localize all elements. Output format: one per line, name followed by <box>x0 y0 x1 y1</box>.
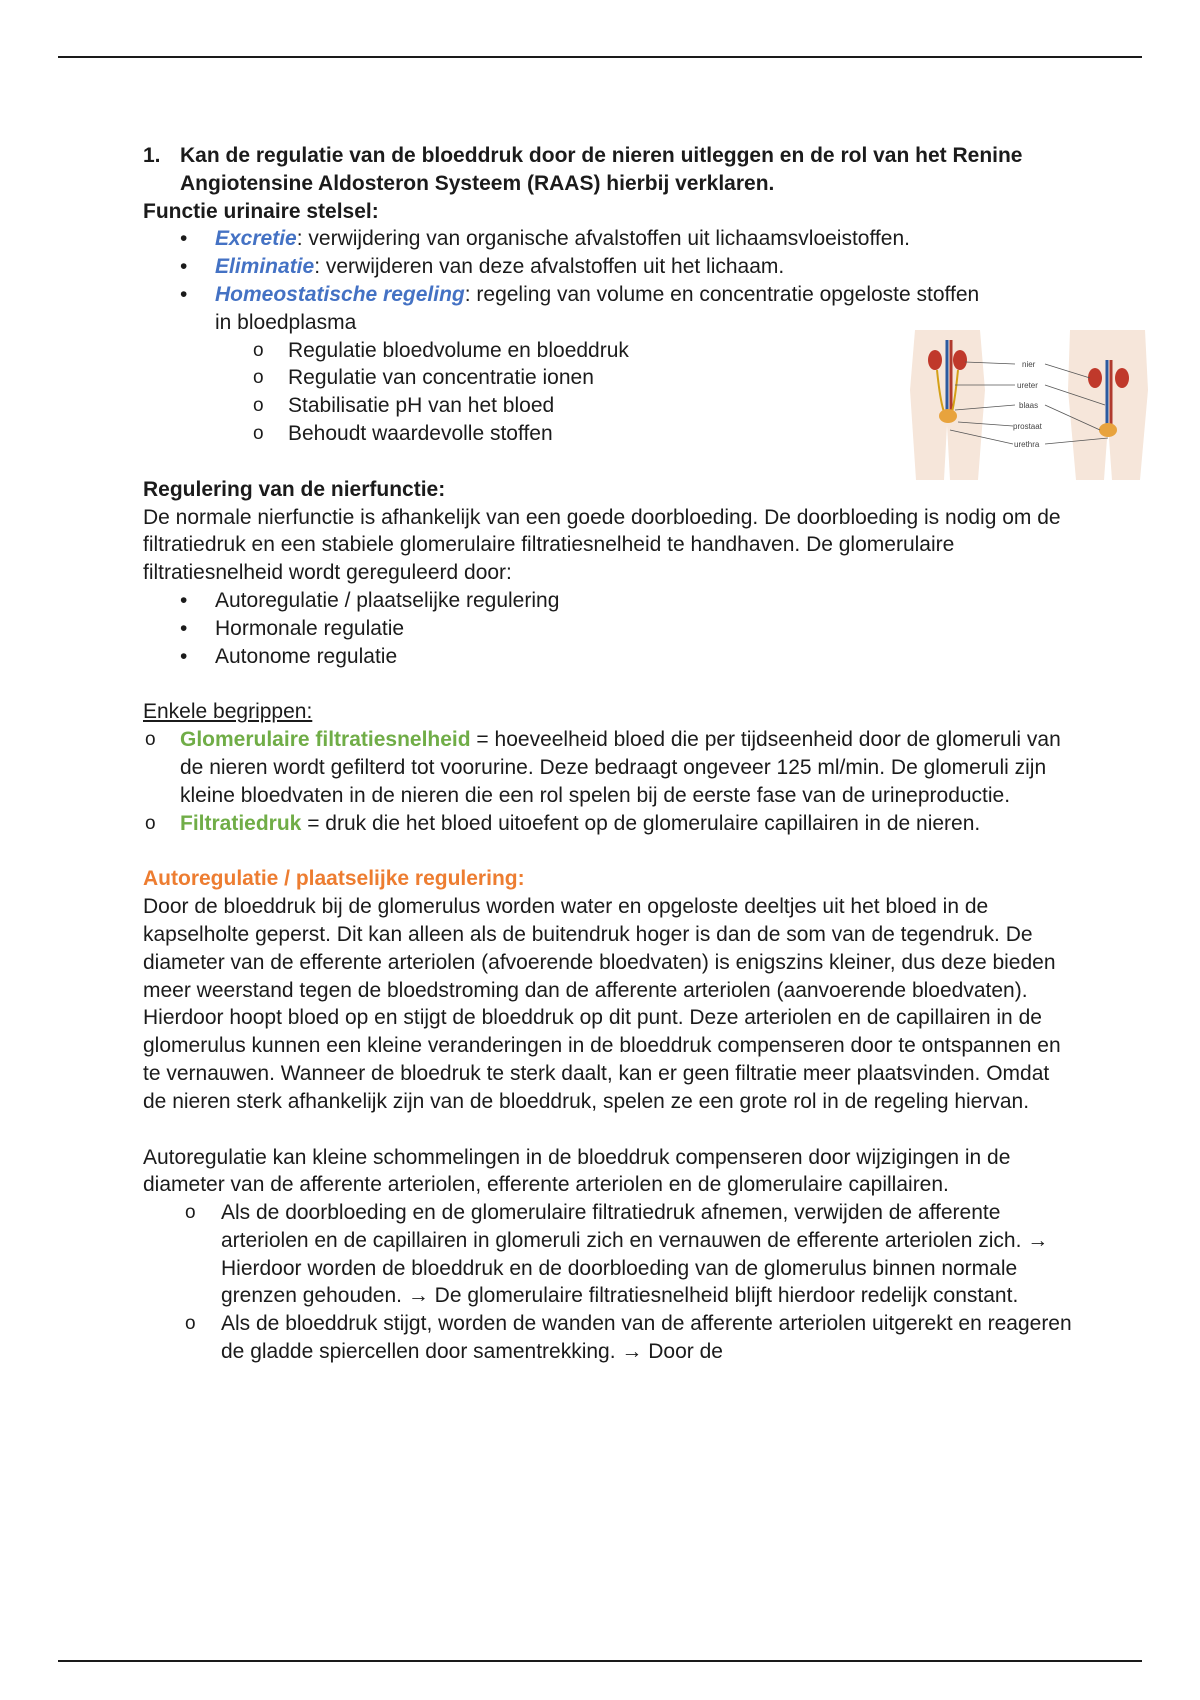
list-item: o Als de bloeddruk stijgt, worden de wanden van de afferente arteriolen uitgerekt en reageren de gladde spiercellen door samentrekking. → Door de <box>143 1310 1078 1366</box>
footer-rule <box>58 1660 1142 1662</box>
concepts-heading: Enkele begrippen: <box>143 700 313 724</box>
regulation-heading: Regulering van de nierfunctie: <box>143 477 446 501</box>
list-item: o Regulatie van concentratie ionen <box>143 364 1078 392</box>
list-item: o Stabilisatie pH van het bloed <box>143 392 1078 420</box>
autoregulation-heading: Autoregulatie / plaatselijke regulering: <box>143 867 525 891</box>
regulation-paragraph: De normale nierfunctie is afhankelijk van een goede doorbloeding. De doorbloeding is nodig om de filtratiedruk en een stabiele glomerulaire filtratiesnelheid te handhaven. De glomerulaire filtratiesnelheid wordt gereguleerd door: <box>143 505 1061 585</box>
question-text: Kan de regulatie van de bloeddruk door de nieren uitleggen en de rol van het Renine Angiotensine Aldosteron Systeem (RAAS) hierbij verklaren. <box>180 144 1023 195</box>
list-item: • Autoregulatie / plaatselijke regulering <box>143 587 1078 615</box>
list-item: o Behoudt waardevolle stoffen <box>143 420 1078 448</box>
list-item: • Autonome regulatie <box>143 643 1078 671</box>
urinary-heading: Functie urinaire stelsel: <box>143 199 379 223</box>
autoregulation-paragraph-2: Autoregulatie kan kleine schommelingen in de bloeddruk compenseren door wijzigingen in de diameter van de afferente arteriolen, efferente arteriolen en de glomerulaire capillairen. <box>143 1145 1011 1197</box>
regulation-list <box>143 587 1078 670</box>
autoregulation-list <box>143 1199 1078 1366</box>
figure-label-nier: nier <box>1022 360 1036 369</box>
list-item: • Excretie: verwijdering van organische afvalstoffen uit lichaamsvloeistoffen. <box>143 225 1078 253</box>
urinary-system-illustration <box>900 330 1150 482</box>
urinary-function-list <box>143 225 1078 336</box>
figure-label-blaas: blaas <box>1019 401 1039 410</box>
list-item: o Glomerulaire filtratiesnelheid = hoeveelheid bloed die per tijdseenheid door de glomeruli van de nieren wordt gefilterd tot voorurine. Deze bedraagt ongeveer 125 ml/min. De glomeruli zijn kleine bloedvaten in de nieren die een rol spelen bij de eerste fase van de urineproductie. <box>143 726 1078 809</box>
header-rule <box>58 56 1142 58</box>
figure-label-ureter: ureter <box>1017 381 1038 390</box>
list-item: o Regulatie bloedvolume en bloeddruk <box>143 337 1078 365</box>
autoregulation-paragraph-1: Door de bloeddruk bij de glomerulus worden water en opgeloste deeltjes uit het bloed in de kapselholte geperst. Dit kan alleen als de buitendruk hoger is dan de som van de tegendruk. De diameter van de efferente arteriolen (afvoerende bloedvaten) is enigszins kleiner, dus deze bieden meer weerstand tegen de bloedstroming dan de afferente arteriolen (aanvoerende bloedvaten). Hierdoor hoopt bloed op en stijgt de bloeddruk op dit punt. Deze arteriolen en de capillairen in de glomerulus kunnen een kleine veranderingen in de bloeddruk compenseren door te ontspannen en te vernauwen. Wanneer de bloedruk te sterk daalt, kan er geen filtratie meer plaatsvinden. Omdat de nieren sterk afhankelijk zijn van de bloeddruk, spelen ze een grote rol in de regeling hiervan. <box>143 895 1061 1113</box>
list-item: o Filtratiedruk = druk die het bloed uitoefent op de glomerulaire capillairen in de nieren. <box>143 810 1078 838</box>
document-body <box>143 142 1078 1366</box>
question-number: 1. <box>143 144 161 167</box>
concepts-list <box>143 726 1078 837</box>
figure-label-urethra: urethra <box>1014 440 1040 449</box>
list-item: • Hormonale regulatie <box>143 615 1078 643</box>
question-heading <box>143 142 1078 198</box>
list-item: • Homeostatische regeling: regeling van volume en concentratie opgeloste stoffen in bloedplasma <box>143 281 995 337</box>
list-item: o Als de doorbloeding en de glomerulaire filtratiedruk afnemen, verwijden de afferente arteriolen en de capillairen in glomeruli zich en vernauwen de efferente arteriolen zich. → Hierdoor worden de bloeddruk en de doorbloeding van de glomerulus binnen normale grenzen gehouden. → De glomerulaire filtratiesnelheid blijft hierdoor redelijk constant. <box>143 1199 1078 1310</box>
figure-label-prostaat: prostaat <box>1013 422 1042 431</box>
list-item: • Eliminatie: verwijderen van deze afvalstoffen uit het lichaam. <box>143 253 1078 281</box>
